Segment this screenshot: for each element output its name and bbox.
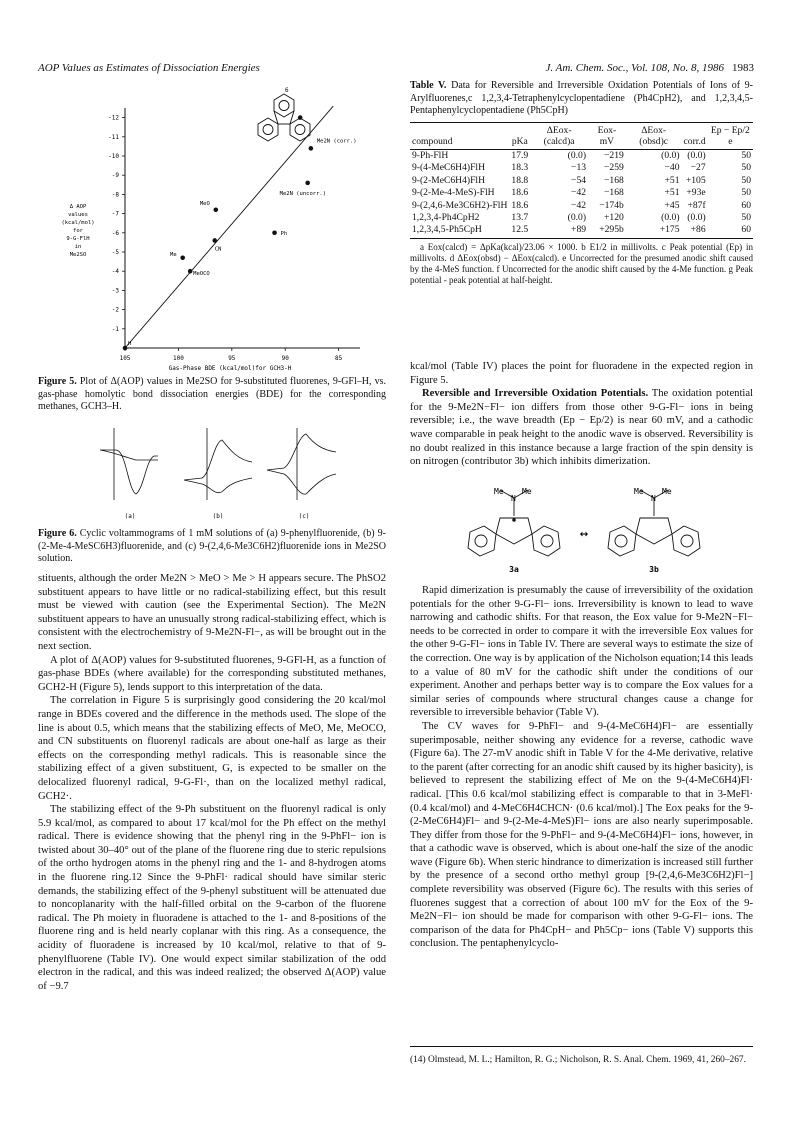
table-row bbox=[410, 199, 753, 211]
y-tick-label: -9 bbox=[111, 172, 119, 180]
column-header: ΔEox- (obsd)c bbox=[626, 122, 682, 149]
right-body-bottom bbox=[410, 584, 753, 951]
figure-5-caption-label: Figure 5. bbox=[38, 376, 77, 387]
x-tick-label: 85 bbox=[335, 355, 343, 362]
table-cell: −40 bbox=[664, 162, 680, 174]
column-header: Eox- mV bbox=[588, 122, 626, 149]
substituent-me: Me bbox=[494, 487, 504, 496]
point-label: Ph bbox=[280, 230, 288, 237]
point-label: Me bbox=[170, 251, 177, 258]
table-cell: 12.5 bbox=[509, 224, 530, 238]
table-cell: −168 bbox=[603, 174, 624, 186]
table-row bbox=[410, 212, 753, 224]
left-body-text bbox=[38, 572, 386, 993]
panel-label-a: (a) bbox=[124, 513, 136, 520]
data-point bbox=[309, 146, 314, 151]
y-axis-label-line: (kcal/mol) bbox=[61, 220, 95, 226]
table-cell: +120 bbox=[603, 212, 624, 224]
table-cell: 50 bbox=[741, 162, 751, 174]
paragraph: kcal/mol (Table IV) places the point for fluoradene in the expected region in Figure 5. bbox=[410, 361, 753, 386]
column-header: compound bbox=[410, 122, 509, 149]
column-header: pKa bbox=[509, 122, 530, 149]
substituent-n: N bbox=[651, 494, 656, 503]
voltammogram-a bbox=[100, 428, 158, 500]
figure-6-caption-text: Cyclic voltammograms of 1 mM solutions of (a) 9-phenylfluorenide, (b) 9-(2-Me-4-MeSC6H3)fluorenide, and (c) 9-(2,4,6-Me3C6H2)fluorenide ions in Me2SO solution. bbox=[38, 528, 386, 564]
table-cell: 18.3 bbox=[511, 162, 529, 174]
table-cell: −259 bbox=[603, 162, 624, 174]
data-point bbox=[212, 238, 217, 243]
y-axis-label-line: in bbox=[74, 244, 82, 250]
table-5-title-text: Data for Reversible and Irreversible Oxidation Potentials of Ions of 9-Arylfluorenes,c 1,2,3,4-Tetraphenylcyclopentadiene (Ph4CpH2), and 1,2,3,4,5-Pentaphenylcyclopentadiene (Ph5CpH) bbox=[410, 80, 753, 116]
table-cell: −42 bbox=[571, 199, 587, 211]
table-row bbox=[410, 224, 753, 238]
y-tick-label: -10 bbox=[108, 153, 119, 160]
y-tick-label: -2 bbox=[111, 306, 119, 314]
table-cell: 9-(2-Me-4-MeS)-FlH bbox=[412, 187, 495, 199]
table-cell: +51 bbox=[664, 174, 680, 186]
table-cell: +86 bbox=[682, 224, 708, 238]
x-tick-label: 105 bbox=[119, 355, 131, 362]
substituent-n: N bbox=[511, 494, 516, 503]
figure-6-caption bbox=[38, 528, 386, 566]
y-tick-label: -1 bbox=[111, 325, 119, 333]
data-point bbox=[123, 346, 128, 351]
table-5-title bbox=[410, 80, 753, 118]
table-cell: 50 bbox=[741, 150, 751, 161]
table-cell: 50 bbox=[741, 187, 751, 199]
substituent-me: Me bbox=[634, 487, 644, 496]
table-cell: 9-Ph-FlH bbox=[412, 150, 449, 161]
table-cell: −42 bbox=[571, 187, 587, 199]
section-heading: Reversible and Irreversible Oxidation Potentials. bbox=[422, 388, 649, 400]
data-point bbox=[180, 255, 185, 260]
table-cell: +175 bbox=[626, 224, 682, 238]
resonance-structures bbox=[456, 484, 716, 576]
table-cell: 18.6 bbox=[511, 199, 529, 211]
figure-5-plot bbox=[60, 80, 380, 372]
data-point bbox=[213, 207, 218, 212]
table-cell: −54 bbox=[571, 174, 587, 186]
figure-5 bbox=[60, 80, 380, 372]
paragraph: A plot of Δ(AOP) values for 9-substituted fluorenes, 9-GFl-H, as a function of gas-phase BDEs (where available) for the corresponding substituted methanes, GCH2-H (Figure 5), lends support to this interpretation of the data. bbox=[38, 654, 386, 693]
table-cell: (0.0) bbox=[661, 150, 680, 161]
table-5 bbox=[410, 80, 753, 286]
point-label: CN bbox=[214, 246, 222, 253]
figure-5-caption-text: Plot of Δ(AOP) values in Me2SO for 9-substituted fluorenes, 9-GFl–H, vs. gas-phase homolytic bond dissociation energies (BDE) for the corresponding methanes, GCH3–H. bbox=[38, 376, 386, 412]
x-tick-label: 100 bbox=[172, 355, 184, 362]
table-cell: +93e bbox=[686, 187, 706, 199]
paragraph: stituents, although the order Me2N > MeO > Me > H appears secure. The PhSO2 substituent appears to have little or no radical-stabilizing effect, but this result must be viewed with caution (see the Experimental Section). The Me2N substituent appears to have an unusually strong radical-stabilizing effect, which is consistent with the electrochemistry of 9-Me2N-Fl−, as will be brought out in the next section. bbox=[38, 573, 386, 652]
column-header: Ep − Ep/2 e bbox=[708, 122, 753, 149]
x-tick-label: 90 bbox=[281, 355, 289, 362]
data-point bbox=[305, 181, 310, 186]
x-tick-label: 95 bbox=[228, 355, 236, 362]
paragraph: The stabilizing effect of the 9-Ph substituent on the fluorenyl radical is only 5.9 kcal/mol, as compared to about 17 kcal/mol for the Ph effect on the methyl radical. There is evidence showing that the phenyl ring in the 9-PhFl− ion is twisted about 30–40° out of the plane of the fluorene ring due to steric repulsions of the ortho hydrogen atoms in the phenyl ring and the 1- and 8-hydrogen atoms in the fluorene ring.12 Since the 9-PhFl· radical should have similar steric demands, the stabilizing effect of the 9-phenyl substituent will be attenuated due to noncoplanarity with the half-filled orbital on the 9-carbon of the fluorene radical. The Ph moiety in fluoradene is attached to the 1- and 8-positions of the fluorene ring and is held nearly coplanar with this ring. As a consequence, the acidity of fluoradene is increased by 10 kcal/mol, relative to that of 9-phenylfluorene (Table IV). One would expect similar stabilization of the odd electron in the radical, and this was indeed realized; the observed Δ(AOP) value of −9.7 bbox=[38, 804, 386, 992]
figure-6 bbox=[92, 420, 342, 522]
table-cell: +89 bbox=[530, 224, 588, 238]
table-cell: 9-(4-MeC6H4)FlH bbox=[412, 162, 486, 174]
y-tick-label: -11 bbox=[108, 133, 119, 141]
table-cell: +45 bbox=[664, 199, 680, 211]
table-5-label: Table V. bbox=[410, 80, 447, 91]
structure-label-3b: 3b bbox=[649, 565, 659, 574]
figure-6-caption-label: Figure 6. bbox=[38, 528, 77, 539]
paragraph: The correlation in Figure 5 is surprisingly good considering the 20 kcal/mol range in BDEs covered and the difference in the methods used. The slope of the line is about 0.5, which means that the stabilizing effects of MeO, Me, MeOCO, and CN substituents on fluorenyl radicals are about one-half as large as their effects on the corresponding methyl radicals. This is reasonable since the stabilizing effect of a given substituent, G, is expected to be smaller on the delocalized fluorenyl radical, 9-G-Fl·, than on the localized methyl radical, GCH2·. bbox=[38, 695, 386, 802]
y-axis-label-line: Me2SO bbox=[69, 252, 87, 258]
table-cell: 60 bbox=[708, 224, 753, 238]
y-tick-label: -12 bbox=[108, 114, 119, 122]
page-number: 1983 bbox=[732, 62, 754, 74]
table-cell: −219 bbox=[603, 150, 624, 161]
x-axis-label: Gas-Phase BDE (kcal/mol)for GCH3-H bbox=[168, 365, 292, 372]
paragraph bbox=[410, 387, 753, 469]
table-cell: −168 bbox=[603, 187, 624, 199]
structures-3a-3b bbox=[456, 484, 716, 576]
paragraph: Rapid dimerization is presumably the cause of irreversibility of the oxidation potentials for the other 9-G-Fl− ions. Irreversibility is known to lead to wave narrowing and cathodic shifts. For that reason, the Eox value for 9-Me2N−Fl− needs to be corrected in order to compare it with the irreversible Eox values for the other 9-G-Fl− ions in Table IV. There are several ways to estimate the size of the correction. One way is by application of the Nicholson equation;14 this leads to a value of 80 mV for the cathodic shift under the conditions of our experiment. Another and perhaps better way is to compare the Eox values for a similar series of compounds where structural changes cause a change for reversible to irreversible behavior (Table V). bbox=[410, 585, 753, 719]
table-cell: −13 bbox=[571, 162, 587, 174]
column-header: corr.d bbox=[682, 122, 708, 149]
running-title-right bbox=[545, 62, 754, 74]
table-cell: 50 bbox=[741, 174, 751, 186]
journal-citation: J. Am. Chem. Soc., Vol. 108, No. 8, 1986 bbox=[545, 62, 724, 74]
figure-6-voltammograms bbox=[92, 420, 342, 522]
y-tick-label: -8 bbox=[111, 191, 119, 199]
y-tick-label: -7 bbox=[111, 210, 119, 218]
column-header: ΔEox- (calcd)a bbox=[530, 122, 588, 149]
table-row bbox=[410, 187, 753, 199]
figure-5-caption bbox=[38, 376, 386, 414]
right-body-top bbox=[410, 360, 753, 469]
section-text: The oxidation potential for the 9-Me2N−Fl− ion differs from those other 9-G-Fl− ions in being reversible; i.e., the wave breadth (Ep − Ep/2) is near 60 mV, and a cathodic wave comparable in peak height to the anodic wave is observed. Reversibility is no doubt realized in this instance because a large fraction of the spin density is on nitrogen (contributor 3b) which inhibits dimerization. bbox=[410, 388, 754, 468]
table-row bbox=[410, 149, 753, 162]
resonance-arrow: ↔ bbox=[579, 526, 589, 542]
table-cell: (0.0) bbox=[687, 150, 706, 161]
table-cell: (0.0) bbox=[687, 212, 706, 224]
inset-label: 6 bbox=[285, 87, 289, 94]
table-cell: 9-(2-MeC6H4)FlH bbox=[412, 174, 486, 186]
table-cell: (0.0) bbox=[661, 212, 680, 224]
table-cell: −27 bbox=[690, 162, 706, 174]
table-cell: 18.6 bbox=[511, 187, 529, 199]
point-label: MeO bbox=[199, 200, 210, 207]
table-cell: 60 bbox=[741, 199, 751, 211]
voltammogram-c bbox=[267, 428, 336, 500]
y-tick-label: -6 bbox=[111, 229, 119, 237]
table-cell: 18.8 bbox=[511, 174, 529, 186]
structure-label-3a: 3a bbox=[509, 565, 519, 574]
table-cell: +295b bbox=[588, 224, 626, 238]
table-cell: +51 bbox=[664, 187, 680, 199]
data-point bbox=[188, 269, 193, 274]
point-label: H bbox=[128, 341, 132, 347]
y-axis-label-line: values bbox=[68, 212, 88, 218]
point-label: Me2N (corr.) bbox=[316, 138, 357, 145]
y-axis-label bbox=[61, 204, 94, 258]
table-row bbox=[410, 162, 753, 174]
table-cell: −174b bbox=[599, 199, 624, 211]
substituent-me: Me bbox=[662, 487, 672, 496]
table-row bbox=[410, 174, 753, 186]
table-cell: 13.7 bbox=[511, 212, 529, 224]
regression-line bbox=[125, 106, 333, 348]
y-tick-label: -3 bbox=[111, 287, 119, 295]
y-axis-label-line: for bbox=[73, 228, 83, 234]
table-5-grid bbox=[410, 122, 753, 239]
table-header-row bbox=[410, 122, 753, 149]
table-cell: 50 bbox=[741, 212, 751, 224]
data-point bbox=[272, 231, 277, 236]
y-tick-label: -5 bbox=[111, 249, 119, 256]
panel-label-b: (b) bbox=[212, 513, 224, 520]
table-cell: 9-(2,4,6-Me3C6H2)-FlH bbox=[412, 199, 508, 211]
reference-14: (14) Olmstead, M. L.; Hamilton, R. G.; Nicholson, R. S. Anal. Chem. 1969, 41, 260–267. bbox=[410, 1046, 753, 1067]
y-tick-label: -4 bbox=[111, 268, 119, 276]
point-label: Me2N (uncorr.) bbox=[279, 190, 327, 197]
paragraph: The CV waves for 9-PhFl− and 9-(4-MeC6H4)Fl− are essentially superimposable, neither showing any evidence for a reverse, cathodic wave (Figure 6a). The 27-mV anodic shift in Table V for the 4-Me derivative, relative to the parent (after correcting for an anodic shift caused by its higher basicity), is believed to represent the stabilizing effect of Me on the 9-(4-MeC6H4)Fl· radical. [This 0.6 kcal/mol stabilizing effect is comparable to that in 3-MeFl· (0.4 kcal/mol) and 4-MeC6H4CHCN· (0.6 kcal/mol).] The Eox peaks for the 9-(2-MeC6H4)Fl− and 9-(2-Me-4-MeS)Fl− ions are also nearly superimposable. They differ from those for the 9-PhFl− and 9-(4-MeC6H4)Fl− ions, however, in that a cathodic wave is observed, which is about one-half the size of the anodic wave (Figure 6b). When steric hindrance to dimerization is increased still further by the presence of a second ortho methyl group [9-(2,4,6-Me3C6H2)Fl−] complete reversibility was observed (Figure 6c). The results with this series of fluorenes suggest that a correction of about 100 mV for the Eox of the 9-Me2N−Fl− ion should be made for comparison with other 9-G-Fl− ions. The comparison of the data for Ph4CpH− and Ph5Cp− ions (Table V) supports this conclusion. The pentaphenylcyclo- bbox=[410, 720, 753, 950]
table-cell: 17.9 bbox=[511, 150, 529, 161]
table-cell: +87f bbox=[687, 199, 706, 211]
point-label: MeOCO bbox=[193, 271, 210, 278]
substituent-me: Me bbox=[522, 487, 532, 496]
table-cell: 1,2,3,4,5-Ph5CpH bbox=[410, 224, 509, 238]
panel-label-c: (c) bbox=[298, 513, 310, 520]
table-cell: 1,2,3,4-Ph4CpH2 bbox=[412, 212, 480, 224]
y-axis-label-line: 9-G-FlH bbox=[66, 236, 90, 242]
table-cell: (0.0) bbox=[567, 150, 587, 161]
table-cell: (0.0) bbox=[567, 212, 587, 224]
voltammogram-b bbox=[184, 428, 252, 500]
running-title-left: AOP Values as Estimates of Dissociation Energies bbox=[38, 62, 260, 74]
table-5-footnote: a Eox(calcd) = ΔpKa(kcal)/23.06 × 1000. b E1/2 in millivolts. c Peak potential (Ep) in millivolts. d ΔEox(obsd) − ΔEox(calcd). e Uncorrected for the presumed anodic shift caused by the 4-MeS function. f Uncorrected for the anodic shift caused by the 4-Me function. g Peak potential - peak potential at half-height. bbox=[410, 241, 753, 285]
y-axis-label-line: Δ AOP bbox=[69, 204, 87, 210]
table-cell: +105 bbox=[685, 174, 706, 186]
